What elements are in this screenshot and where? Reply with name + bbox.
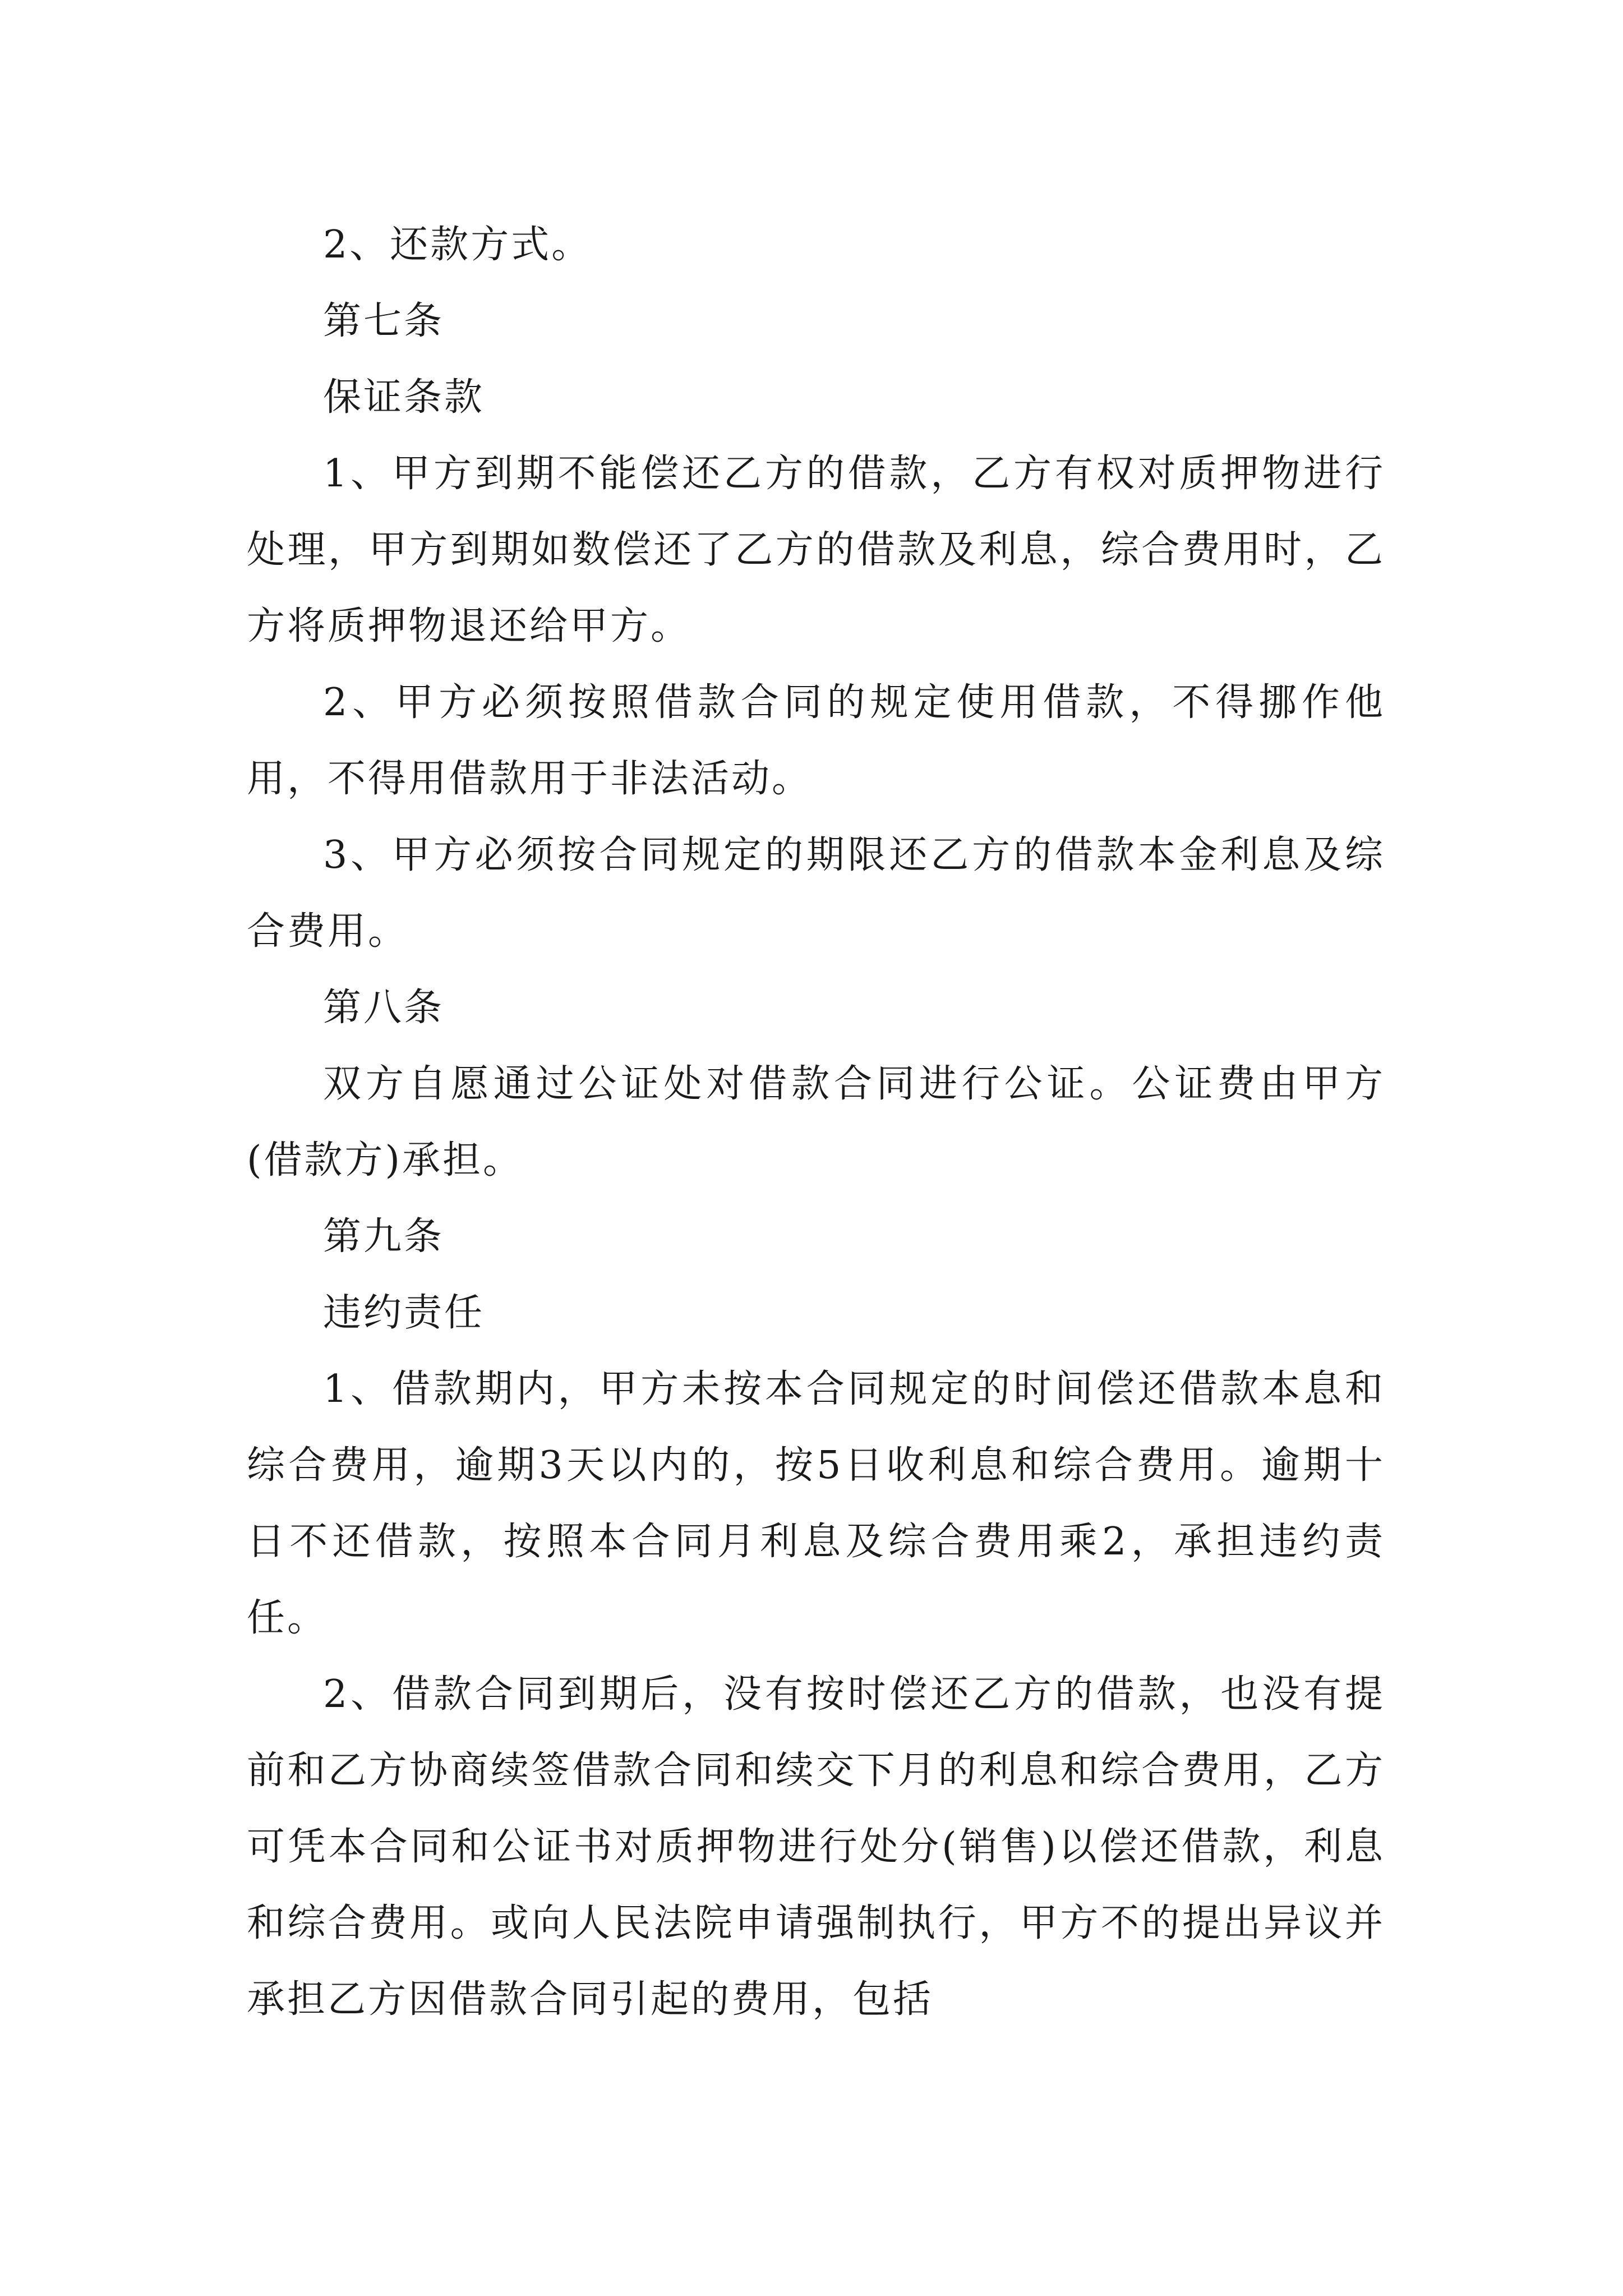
paragraph-liability-1: 1、借款期内，甲方未按本合同规定的时间偿还借款本息和综合费用，逾期3天以内的，按5日收利息和综合费用。逾期十日不还借款，按照本合同月利息及综合费用乘2，承担违约责任。: [247, 1367, 1386, 1640]
paragraph-guarantee-1: 1、甲方到期不能偿还乙方的借款，乙方有权对质押物进行处理，甲方到期如数偿还了乙方的借款及利息，综合费用时，乙方将质押物退还给甲方。: [247, 452, 1385, 648]
paragraph-liability-2: 2、借款合同到期后，没有按时偿还乙方的借款，也没有提前和乙方协商续签借款合同和续交下月的利息和综合费用，乙方可凭本合同和公证书对质押物进行处分(销售)以偿还借款，利息和综合费用。或向人民法院申请强制执行，甲方不的提出异议并承担乙方因借款合同引起的费用，包括: [247, 1672, 1385, 2022]
heading-guarantee-clause: 保证条款: [323, 375, 485, 420]
paragraph-repayment-method: 2、还款方式。: [323, 223, 592, 267]
paragraph-notarization: 双方自愿通过公证处对借款合同进行公证。公证费由甲方(借款方)承担。: [247, 1062, 1385, 1182]
heading-liability: 违约责任: [323, 1291, 485, 1335]
heading-article-7: 第七条: [323, 299, 445, 343]
paragraph-guarantee-3: 3、甲方必须按合同规定的期限还乙方的借款本金利息及综合费用。: [247, 833, 1385, 954]
document-body: [247, 207, 1385, 2038]
paragraph-guarantee-2: 2、甲方必须按照借款合同的规定使用借款，不得挪作他用，不得用借款用于非法活动。: [247, 680, 1385, 801]
heading-article-8: 第八条: [323, 986, 445, 1030]
heading-article-9: 第九条: [323, 1214, 445, 1259]
